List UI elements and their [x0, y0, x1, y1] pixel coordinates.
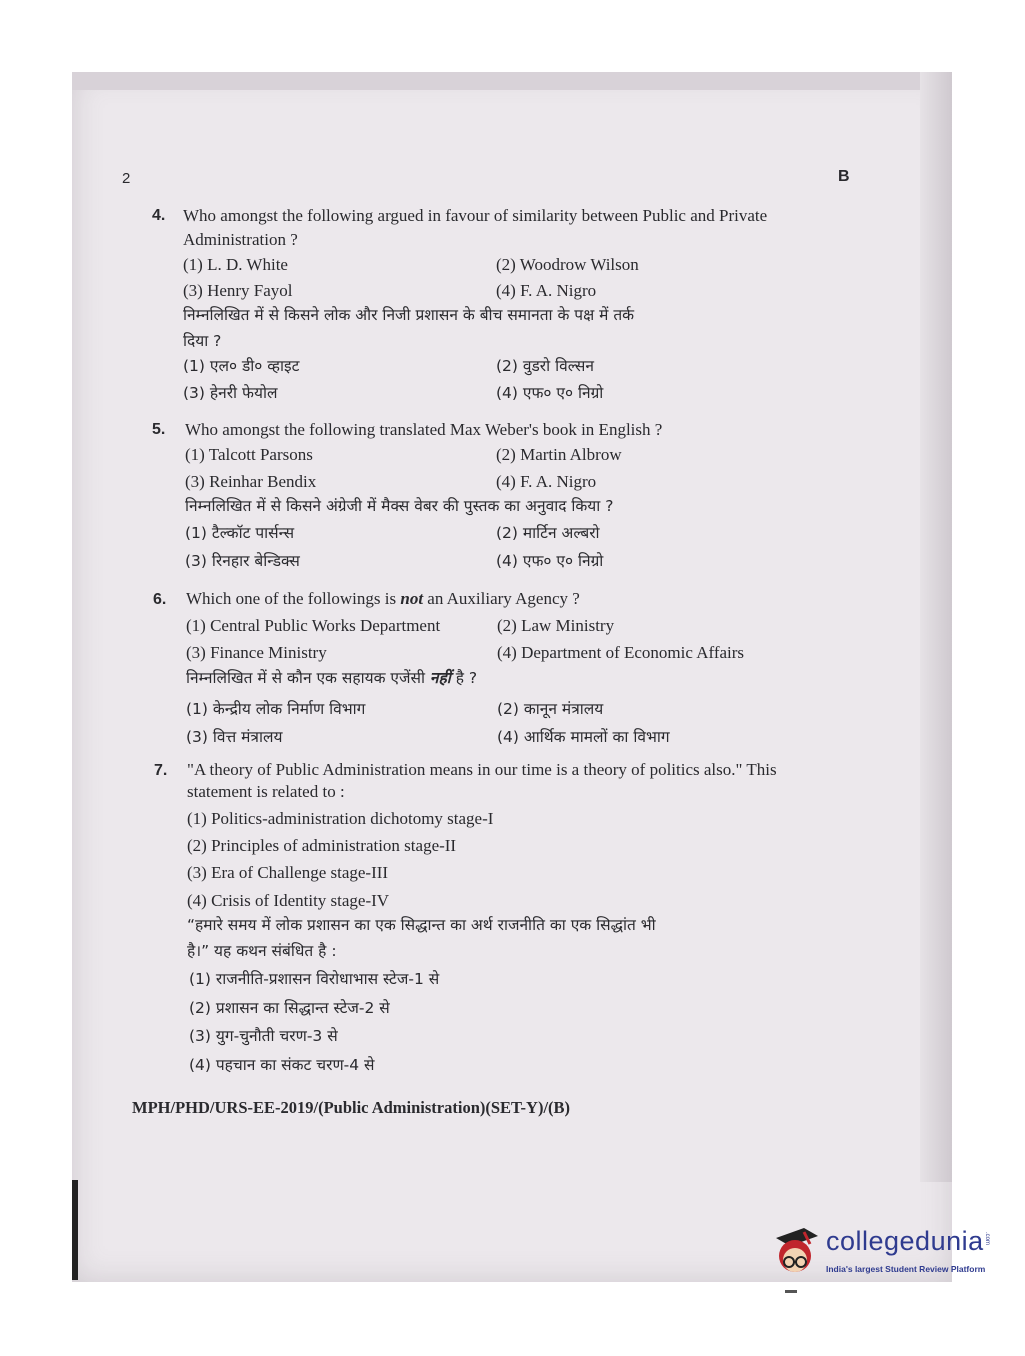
question-5-text-hi: निम्नलिखित में से किसने अंग्रेजी में मैक्स वेबर की पुस्तक का अनुवाद किया ? — [185, 497, 614, 515]
question-6-hi-option-3: (3) वित्त मंत्रालय — [186, 728, 283, 746]
question-7-option-4: (4) Crisis of Identity stage-IV — [187, 891, 390, 910]
scan-right-edge — [920, 72, 952, 1182]
question-5-option-3: (3) Reinhar Bendix — [185, 472, 317, 491]
student-mascot-icon — [770, 1222, 820, 1278]
question-4-hi-option-4: (4) एफ० ए० निग्रो — [496, 384, 604, 402]
question-7-hi-option-2: (2) प्रशासन का सिद्धान्त स्टेज-2 से — [189, 999, 390, 1017]
question-7-hi-option-1: (1) राजनीति-प्रशासन विरोधाभास स्टेज-1 से — [189, 970, 440, 988]
question-4-number: 4. — [152, 207, 166, 224]
scan-left-shadow — [72, 1180, 78, 1280]
question-5-hi-option-4: (4) एफ० ए० निग्रो — [496, 552, 604, 570]
question-6-text-hi-post: है ? — [450, 669, 478, 687]
question-6-option-4: (4) Department of Economic Affairs — [497, 643, 745, 662]
question-5-option-2: (2) Martin Albrow — [496, 445, 622, 464]
question-7-hi-option-4: (4) पहचान का संकट चरण-4 से — [189, 1056, 375, 1074]
question-6-option-3: (3) Finance Ministry — [186, 643, 327, 662]
question-6-text-en-post: an Auxiliary Agency ? — [423, 589, 580, 608]
question-6-text-hi-pre: निम्नलिखित में से कौन एक सहायक एजेंसी — [186, 669, 430, 687]
question-6-text-en-emphasis: not — [400, 589, 424, 608]
logo-tagline: India's largest Student Review Platform — [826, 1264, 986, 1274]
question-5-option-1: (1) Talcott Parsons — [185, 445, 313, 464]
question-7-number: 7. — [154, 762, 168, 779]
logo-wordmark: collegedunia — [826, 1226, 984, 1256]
question-7-text-en-2: statement is related to : — [187, 782, 345, 801]
logo-domain-suffix: .com — [984, 1232, 990, 1246]
question-7-text-hi-1: “हमारे समय में लोक प्रशासन का एक सिद्धान्त का अर्थ राजनीति का एक सिद्धांत भी — [187, 916, 656, 934]
question-4-text-hi-2: दिया ? — [183, 332, 222, 350]
question-6-hi-option-2: (2) कानून मंत्रालय — [497, 700, 604, 718]
page-number: 2 — [122, 170, 131, 187]
question-6-text-en — [186, 587, 580, 611]
collegedunia-logo[interactable] — [770, 1222, 1000, 1282]
question-5-text-en: Who amongst the following translated Max Weber's book in English ? — [185, 420, 663, 439]
scan-mark — [785, 1290, 797, 1293]
question-6-text-hi — [186, 666, 477, 690]
question-6-hi-option-1: (1) केन्द्रीय लोक निर्माण विभाग — [186, 700, 366, 718]
question-4-text-en-1: Who amongst the following argued in favour of similarity between Public and Private — [183, 206, 768, 225]
question-5-option-4: (4) F. A. Nigro — [496, 472, 597, 491]
question-7-option-2: (2) Principles of administration stage-II — [187, 836, 457, 855]
question-7-text-en-1: "A theory of Public Administration means in our time is a theory of politics also." This — [187, 760, 777, 779]
question-6-text-hi-emphasis: नहीं — [429, 669, 451, 687]
question-4-option-4: (4) F. A. Nigro — [496, 281, 597, 300]
question-5-hi-option-1: (1) टैल्कॉट पार्सन्स — [185, 524, 295, 542]
question-7-option-1: (1) Politics-administration dichotomy stage-I — [187, 809, 494, 828]
question-6-text-en-pre: Which one of the followings is — [186, 589, 401, 608]
question-4-option-2: (2) Woodrow Wilson — [496, 255, 639, 274]
question-4-hi-option-1: (1) एल० डी० व्हाइट — [183, 357, 300, 375]
set-letter: B — [838, 168, 850, 185]
question-4-hi-option-3: (3) हेनरी फेयोल — [183, 384, 278, 402]
question-4-option-1: (1) L. D. White — [183, 255, 288, 274]
question-6-option-1: (1) Central Public Works Department — [186, 616, 441, 635]
question-5-hi-option-3: (3) रिनहार बेन्डिक्स — [185, 552, 300, 570]
question-6-hi-option-4: (4) आर्थिक मामलों का विभाग — [497, 728, 670, 746]
question-4-hi-option-2: (2) वुडरो विल्सन — [496, 357, 594, 375]
question-7-text-hi-2: है।” यह कथन संबंधित है : — [187, 942, 337, 960]
question-5-hi-option-2: (2) मार्टिन अल्बरो — [496, 524, 600, 542]
question-5-number: 5. — [152, 421, 166, 438]
question-6-option-2: (2) Law Ministry — [497, 616, 615, 635]
scan-top-edge — [72, 72, 952, 90]
question-4-text-hi-1: निम्नलिखित में से किसने लोक और निजी प्रशासन के बीच समानता के पक्ष में तर्क — [183, 306, 635, 324]
question-4-text-en-2: Administration ? — [183, 230, 298, 249]
footer-paper-code: MPH/PHD/URS-EE-2019/(Public Administration)(SET-Y)/(B) — [132, 1098, 571, 1117]
question-4-option-3: (3) Henry Fayol — [183, 281, 293, 300]
question-6-number: 6. — [153, 591, 167, 608]
question-7-hi-option-3: (3) युग-चुनौती चरण-3 से — [189, 1027, 338, 1045]
question-7-option-3: (3) Era of Challenge stage-III — [187, 863, 389, 882]
